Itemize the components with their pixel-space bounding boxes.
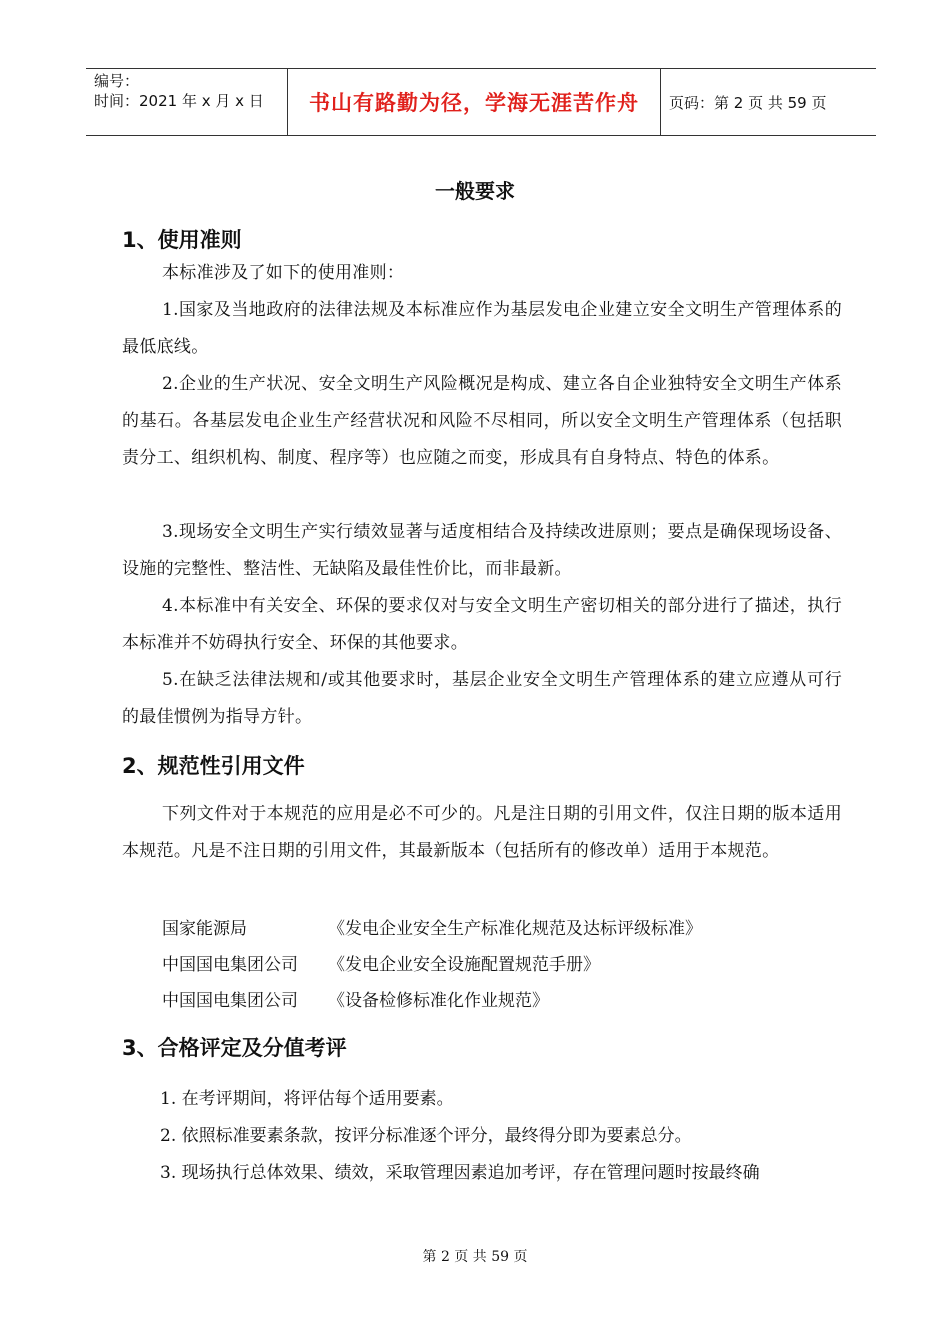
list-item: 1. 在考评期间，将评估每个适用要素。 bbox=[160, 1089, 454, 1109]
paragraph: 4.本标准中有关安全、环保的要求仅对与安全文明生产密切相关的部分进行了描述，执行本标准并不妨碍执行安全、环保的其他要求。 bbox=[122, 596, 842, 653]
reference-org: 国家能源局 bbox=[162, 919, 247, 939]
page-header bbox=[86, 68, 876, 136]
paragraph: 下列文件对于本规范的应用是必不可少的。凡是注日期的引用文件，仅注日期的版本适用本规范。凡是不注日期的引用文件，其最新版本（包括所有的修改单）适用于本规范。 bbox=[122, 804, 842, 861]
page-label: 页码：第 2 页 共 59 页 bbox=[669, 93, 827, 112]
reference-doc: 《设备检修标准化作业规范》 bbox=[328, 991, 549, 1011]
paragraph: 1.国家及当地政府的法律法规及本标准应作为基层发电企业建立安全文明生产管理体系的最低底线。 bbox=[122, 300, 842, 357]
section-heading: 3、合格评定及分值考评 bbox=[122, 1036, 347, 1060]
header-meta bbox=[86, 69, 287, 135]
list-item: 2. 依照标准要素条款，按评分标准逐个评分，最终得分即为要素总分。 bbox=[160, 1126, 692, 1146]
reference-org: 中国国电集团公司 bbox=[162, 991, 298, 1011]
section-heading: 2、规范性引用文件 bbox=[122, 754, 305, 778]
list-item: 3. 现场执行总体效果、绩效，采取管理因素追加考评，存在管理问题时按最终确 bbox=[160, 1163, 760, 1183]
paragraph: 5.在缺乏法律法规和/或其他要求时，基层企业安全文明生产管理体系的建立应遵从可行的最佳惯例为指导方针。 bbox=[122, 670, 842, 727]
paragraph: 3.现场安全文明生产实行绩效显著与适度相结合及持续改进原则；要点是确保现场设备、设施的完整性、整洁性、无缺陷及最佳性价比，而非最新。 bbox=[122, 522, 842, 579]
reference-org: 中国国电集团公司 bbox=[162, 955, 298, 975]
header-motto-cell bbox=[287, 69, 661, 135]
reference-row bbox=[162, 950, 600, 975]
section-heading: 1、使用准则 bbox=[122, 228, 242, 252]
reference-row bbox=[162, 914, 702, 939]
code-label: 编号： bbox=[94, 72, 140, 90]
time-label: 时间：2021 年 x 月 x 日 bbox=[94, 92, 264, 110]
motto: 书山有路勤为径，学海无涯苦作舟 bbox=[309, 91, 639, 115]
reference-row bbox=[162, 986, 549, 1011]
paragraph: 本标准涉及了如下的使用准则： bbox=[162, 263, 405, 283]
document-title: 一般要求 bbox=[435, 179, 515, 203]
reference-doc: 《发电企业安全生产标准化规范及达标评级标准》 bbox=[328, 919, 702, 939]
header-page-cell bbox=[661, 69, 876, 135]
page-footer: 第 2 页 共 59 页 bbox=[422, 1249, 528, 1265]
reference-doc: 《发电企业安全设施配置规范手册》 bbox=[328, 955, 600, 975]
paragraph: 2.企业的生产状况、安全文明生产风险概况是构成、建立各自企业独特安全文明生产体系的基石。各基层发电企业生产经营状况和风险不尽相同，所以安全文明生产管理体系（包括职责分工、组织机构、制度、程序等）也应随之而变，形成具有自身特点、特色的体系。 bbox=[122, 374, 842, 468]
